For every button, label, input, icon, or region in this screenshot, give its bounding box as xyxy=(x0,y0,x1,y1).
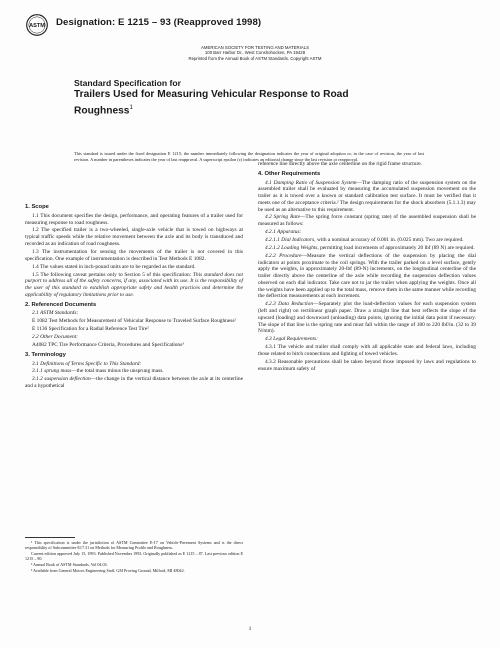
page-number: 1 xyxy=(248,626,252,632)
paragraph-1-5 xyxy=(25,272,243,299)
paragraph-4-2-1-1 xyxy=(258,237,476,244)
paragraph-1-4: 1.4 The values stated in inch-pound units are to be regarded as the standard. xyxy=(32,263,196,270)
term-data-reduction: 4.2.3 Data Reduction xyxy=(265,301,314,308)
def-sprung-mass: —the total mass minus the unsprung mass. xyxy=(71,368,164,375)
safety-caveat: This standard does not purport to address all of the safety concerns, if any, associated with its use. It is the responsibility of the user of this standard to establish appropriate safety and health practices and determine the applicability of regulatory limitations prior to use. xyxy=(25,271,243,298)
def-loading-weights: permitting load increments of approximately 20 lbf (89 N) are required. xyxy=(318,245,475,251)
footnote-divider xyxy=(25,537,75,538)
paragraph-4-3-2: 4.3.2 Reasonable precautions shall be taken beyond those imposed by laws and regulations to ensure maximum safety of xyxy=(258,358,476,372)
definition-sprung-mass xyxy=(25,368,243,375)
preface-note: This standard is issued under the fixed designation E 1215; the number immediately following the designation indicates the year of original adoption or, in the case of revision, the year of last revision. A number in parentheses indicates the year of last reapproval. A superscript epsilon (ε) indicates an editorial change since the last revision or reapproval. xyxy=(74,151,424,162)
title-footnote-mark: 1 xyxy=(129,104,133,111)
paragraph-4-2-1-2 xyxy=(258,245,476,252)
publisher-line: 100 Barr Harbor Dr., West Conshohocken, PA 19428 xyxy=(204,50,306,56)
section-1-heading: 1. Scope xyxy=(25,204,49,210)
reference-a4082: A4082 TPC Tire Performance Criteria, Procedures and Specifications³ xyxy=(32,342,184,348)
paragraph-1-3: 1.3 The instrumentation for sensing the movements of the trailer is not covered in this specification. One example of instrumentation is described in Test Methods E 1082. xyxy=(25,248,243,262)
left-column xyxy=(25,201,243,391)
def-dial-indicators: with a nominal accuracy of 0.001 in. (0.025 mm). Two are required. xyxy=(315,237,464,244)
publisher-line: AMERICAN SOCIETY FOR TESTING AND MATERIALS xyxy=(201,45,309,50)
title-line-2: Trailers Used for Measuring Vehicular Response to Road xyxy=(74,89,349,100)
title-line-3 xyxy=(74,102,414,118)
paragraph-3-1: 3.1 Definitions of Terms Specific to This Standard: xyxy=(32,360,142,367)
term-spring-rate: 4.2 Spring Rate xyxy=(265,214,301,221)
term-sprung-mass: 3.1.1 sprung mass xyxy=(32,368,72,375)
term-procedure: 4.2.2 Procedure xyxy=(265,252,302,259)
designation: Designation: E 1215 – 93 (Reapproved 1998) xyxy=(56,17,262,28)
title-line-1: Standard Specification for xyxy=(74,78,181,88)
def-spring-rate: —The spring force constant (spring rate) of the assembled suspension shall be measured as follows: xyxy=(258,214,476,228)
term-loading-weights: 4.2.1.2 Loading Weights, xyxy=(265,245,319,251)
reference-e1082: E 1082 Test Methods for Measurement of Vehicular Response to Traveled Surface Roughness² xyxy=(32,318,237,325)
footnote-1-edition: Current edition approved July 15, 1993. Published November 1993. Originally published as E 1215 – 87. Last previous edition E 1215 – 90. xyxy=(25,551,243,562)
astm-logo-text: ASTM xyxy=(29,23,45,30)
def-data-reduction: —Separately plot the load-deflection values for each suspension system (left and right) on rectilinear graph paper. Draw a straight line that best reflects the slope of the upward (loading) and downward (unloading) data points, ignoring the initial data point if necessary. The slope of that line is the spring rate and must fall within the range of 180 to 220 lbf/in. (32 to 39 N/mm). xyxy=(258,301,476,335)
paragraph-1-2: 1.2 The specified trailer is a two-wheeled, single-axle vehicle that is towed on highways at typical traffic speeds while the relative movement between the axle and its body is transduced and recorded as an indication of road roughness. xyxy=(25,227,243,247)
paragraph-4-2-2 xyxy=(258,253,476,300)
term-dial-indicators: 4.2.1.1 Dial Indicators, xyxy=(265,237,316,244)
astm-logo-icon xyxy=(26,14,48,36)
definition-suspension-deflection xyxy=(25,376,243,390)
def-procedure: —Measure the vertical deflections of the suspension by placing the dial indicators at points proximate to the coil springs. With the trailer parked on a level surface, gently apply the weights, in approximately 20-lbf (89-N) increments, on the longitudinal centerline of the trailer directly above the centerline of the axle while recording the suspension deflection values observed on each dial indicator. Take care not to jar the trailer when applying the weights. Once all the weights have been applied up to the total mass, remove them in the same manner while recording the deflection measurements at each increment. xyxy=(258,252,476,300)
paragraph-4-3: 4.3 Legal Requirements: xyxy=(265,336,318,343)
publisher-line: Reprinted from the Annual Book of ASTM Standards. Copyright ASTM xyxy=(188,55,322,61)
paragraph-1-5-lead: 1.5 The following caveat pertains only to Section 5 of this specification: xyxy=(32,271,193,278)
right-column xyxy=(258,161,476,374)
paragraph-2-1: 2.1 ASTM Standards: xyxy=(32,310,79,317)
paragraph-4-2-3 xyxy=(258,301,476,335)
def-suspension-deflection: —the change in the vertical distance between the axle at its centerline and a hypothetical xyxy=(25,376,243,390)
paragraph-1-1: 1.1 This document specifies the design, performance, and operating features of a trailer used for measuring response to road roughness. xyxy=(25,212,243,226)
paragraph-2-2: 2.2 Other Document: xyxy=(32,334,78,341)
paragraph-4-3-1: 4.3.1 The vehicle and trailer shall comply with all applicable state and federal laws, including those related to hitch connections and lighting of towed vehicles. xyxy=(258,344,476,357)
section-4-heading: 4. Other Requirements xyxy=(258,170,321,177)
footnote-3: ³ Available from General Motors Engineering Staff, GM Proving Ground, Milford, MI 48042. xyxy=(31,567,185,573)
footnote-2: ² Annual Book of ASTM Standards, Vol 04.03. xyxy=(31,562,108,567)
section-3-heading: 3. Terminology xyxy=(25,351,66,358)
title-line-3-text: Roughness xyxy=(74,104,130,116)
reference-e1136: E 1136 Specification for a Radial Reference Test Tire² xyxy=(32,326,149,333)
term-suspension-deflection: 3.1.2 suspension deflection xyxy=(32,376,91,383)
def-damping-ratio: —The damping ratio of the suspension system on the assembled trailer shall be evaluated by measuring the accumulated suspension movement on the trailer as it is towed over a known or standard calibration test surface. It must be verified that it meets one of the acceptance criteria.² The design requirements for the shock absorbers (5.1.1.3) may be used as an alternative to this requirement. xyxy=(258,179,477,213)
paragraph-4-2-1: 4.2.1 Apparatus: xyxy=(265,229,302,236)
footnote-1: ¹ This specification is under the jurisdiction of ASTM Committee E-17 on Vehicle-Pavement Systems and is the direct responsibility of Subcommittee E17.31 on Methods for Measuring Profile and Roughness. xyxy=(25,540,243,551)
paragraph-4-1 xyxy=(258,180,476,214)
continued-text: reference line directly above the axle centerline on the rigid frame structure. xyxy=(258,161,423,167)
document-title xyxy=(74,78,414,117)
footnotes xyxy=(25,540,243,574)
publisher-block xyxy=(150,45,360,61)
paragraph-4-2 xyxy=(258,214,476,228)
section-2-heading: 2. Referenced Documents xyxy=(25,301,97,308)
term-damping-ratio: 4.1 Damping Ratio of Suspension System xyxy=(265,179,357,186)
